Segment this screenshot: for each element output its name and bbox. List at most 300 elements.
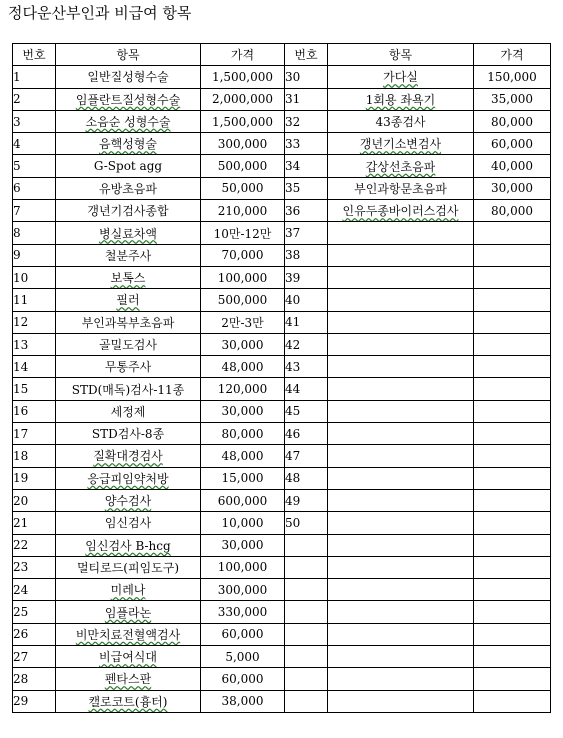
- row-number-right: [285, 556, 328, 578]
- header-item-right: 항목: [328, 44, 474, 66]
- row-number-text: 1: [13, 69, 21, 84]
- item-price-left: [201, 512, 285, 534]
- item-name-text: 일반질성형수술: [87, 70, 169, 85]
- item-name-right: [328, 623, 474, 645]
- row-number-right: [285, 244, 328, 266]
- item-price-right: [474, 646, 551, 668]
- item-name-right: [328, 155, 474, 177]
- item-name-text: STD(매독)검사-11종: [71, 382, 185, 397]
- row-number-text: 3: [13, 114, 21, 129]
- item-price-left: [201, 88, 285, 110]
- item-name-right: [328, 690, 474, 712]
- row-number-text: 45: [285, 404, 301, 419]
- item-price-left: [201, 333, 285, 355]
- item-name-text: 철분주사: [104, 248, 152, 263]
- item-name-text: 골밀도검사: [99, 338, 157, 352]
- item-price-text: 300,000: [217, 582, 268, 597]
- item-name-text: 임신검사 B-hcg: [85, 538, 171, 553]
- item-price-text: 1,500,000: [211, 69, 274, 84]
- item-name-text: 임신검사: [104, 516, 152, 531]
- row-number-left: [13, 200, 56, 222]
- item-price-right: [474, 356, 551, 378]
- item-price-right: [474, 110, 551, 132]
- row-number-left: [13, 668, 56, 690]
- row-number-left: [13, 110, 56, 132]
- row-number-right: [285, 579, 328, 601]
- row-number-right: [285, 668, 328, 690]
- item-price-left: [201, 489, 285, 511]
- row-number-left: [13, 88, 56, 110]
- item-price-text: 35,000: [491, 92, 533, 107]
- item-name-left: [56, 222, 201, 244]
- item-name-right: [328, 445, 474, 467]
- item-price-text: 100,000: [217, 270, 268, 285]
- item-name-text: 멀티로드(피임도구): [76, 560, 180, 575]
- item-name-left: [56, 579, 201, 601]
- row-number-right: [285, 400, 328, 422]
- item-price-right: [474, 601, 551, 623]
- row-number-left: [13, 177, 56, 199]
- row-number-text: 32: [285, 114, 301, 129]
- row-number-text: 31: [285, 92, 301, 107]
- header-price-right: 가격: [474, 44, 551, 66]
- item-name-right: [328, 133, 474, 155]
- row-number-right: [285, 222, 328, 244]
- table-row: [13, 400, 551, 422]
- row-number-left: [13, 222, 56, 244]
- item-price-right: [474, 489, 551, 511]
- item-price-text: 30,000: [491, 181, 533, 196]
- table-row: [13, 88, 551, 110]
- row-number-text: 27: [13, 649, 29, 664]
- row-number-text: 25: [13, 605, 29, 620]
- item-price-left: [201, 467, 285, 489]
- item-price-left: [201, 244, 285, 266]
- row-number-right: [285, 534, 328, 556]
- item-name-left: [56, 467, 201, 489]
- row-number-right: [285, 489, 328, 511]
- item-name-text: STD검사-8종: [91, 427, 165, 442]
- item-price-text: 40,000: [491, 159, 533, 174]
- table-row: [13, 222, 551, 244]
- item-name-right: [328, 88, 474, 110]
- item-name-right: [328, 200, 474, 222]
- item-name-left: [56, 244, 201, 266]
- item-price-right: [474, 266, 551, 288]
- table-row: [13, 556, 551, 578]
- row-number-left: [13, 378, 56, 400]
- table-row: [13, 177, 551, 199]
- row-number-left: [13, 489, 56, 511]
- item-price-text: 15,000: [221, 471, 264, 486]
- row-number-text: 12: [13, 315, 29, 330]
- row-number-left: [13, 623, 56, 645]
- item-name-text: 인유두종바이러스검사: [342, 204, 459, 219]
- table-row: [13, 601, 551, 623]
- row-number-right: [285, 155, 328, 177]
- item-name-text: 비만치료전혈액검사: [75, 627, 181, 642]
- row-number-left: [13, 266, 56, 288]
- row-number-text: 38: [285, 248, 301, 263]
- row-number-left: [13, 155, 56, 177]
- item-price-text: 500,000: [217, 159, 268, 174]
- item-name-right: [328, 579, 474, 601]
- item-price-right: [474, 512, 551, 534]
- item-name-right: [328, 423, 474, 445]
- row-number-left: [13, 311, 56, 333]
- row-number-left: [13, 133, 56, 155]
- item-name-left: [56, 177, 201, 199]
- row-number-left: [13, 289, 56, 311]
- table-row: [13, 311, 551, 333]
- item-price-right: [474, 200, 551, 222]
- table-row: [13, 244, 551, 266]
- price-table: [12, 43, 551, 713]
- item-name-right: [328, 289, 474, 311]
- row-number-text: 37: [285, 226, 301, 241]
- item-name-right: [328, 489, 474, 511]
- row-number-left: [13, 512, 56, 534]
- header-no-right: 번호: [285, 44, 328, 66]
- item-name-text: 음핵성형술: [99, 137, 157, 152]
- table-row: [13, 66, 551, 88]
- item-name-text: 부인과항문초음파: [354, 181, 447, 196]
- row-number-text: 49: [285, 493, 301, 508]
- row-number-right: [285, 266, 328, 288]
- row-number-right: [285, 66, 328, 88]
- item-price-text: 600,000: [217, 493, 268, 508]
- item-price-right: [474, 579, 551, 601]
- row-number-text: 42: [285, 337, 301, 352]
- item-name-text: 세정제: [110, 404, 146, 419]
- item-price-text: 50,000: [221, 181, 264, 196]
- item-name-text: 양수검사: [104, 494, 152, 509]
- item-price-left: [201, 668, 285, 690]
- item-name-left: [56, 266, 201, 288]
- row-number-text: 33: [285, 136, 301, 151]
- item-name-left: [56, 356, 201, 378]
- row-number-text: 2: [13, 92, 21, 107]
- table-row: [13, 356, 551, 378]
- item-name-left: [56, 489, 201, 511]
- item-price-text: 10만-12만: [213, 226, 272, 241]
- item-name-right: [328, 512, 474, 534]
- item-name-right: [328, 556, 474, 578]
- item-name-right: [328, 244, 474, 266]
- row-number-left: [13, 244, 56, 266]
- item-price-left: [201, 646, 285, 668]
- table-row: [13, 155, 551, 177]
- item-name-right: [328, 601, 474, 623]
- item-price-text: 60,000: [221, 627, 264, 642]
- row-number-right: [285, 289, 328, 311]
- table-row: [13, 690, 551, 712]
- item-price-left: [201, 556, 285, 578]
- item-price-left: [201, 133, 285, 155]
- item-name-right: [328, 400, 474, 422]
- item-name-left: [56, 200, 201, 222]
- row-number-text: 39: [285, 270, 301, 285]
- row-number-text: 9: [13, 248, 21, 263]
- row-number-text: 14: [13, 359, 29, 374]
- page-title: 정다운산부인과 비급여 항목: [8, 4, 192, 22]
- item-name-left: [56, 110, 201, 132]
- row-number-text: 13: [13, 337, 29, 352]
- table-row: [13, 646, 551, 668]
- row-number-left: [13, 333, 56, 355]
- item-name-left: [56, 378, 201, 400]
- item-name-text: 갱년기검사종합: [87, 204, 169, 219]
- item-name-text: 펜타스판: [104, 672, 152, 687]
- item-name-right: [328, 668, 474, 690]
- item-name-right: [328, 467, 474, 489]
- item-price-left: [201, 110, 285, 132]
- row-number-text: 20: [13, 493, 29, 508]
- row-number-text: 21: [13, 515, 29, 530]
- table-row: [13, 266, 551, 288]
- item-name-text: 비급여식대: [99, 650, 157, 665]
- item-name-left: [56, 668, 201, 690]
- item-name-text: 가다실: [383, 70, 418, 85]
- item-price-text: 300,000: [217, 136, 268, 151]
- item-price-text: 30,000: [221, 538, 264, 553]
- row-number-text: 28: [13, 671, 29, 686]
- row-number-text: 44: [285, 382, 301, 397]
- item-price-right: [474, 400, 551, 422]
- row-number-left: [13, 400, 56, 422]
- item-price-left: [201, 690, 285, 712]
- row-number-left: [13, 690, 56, 712]
- header-no-left: 번호: [13, 44, 56, 66]
- item-name-text: 응급피임약처방: [87, 471, 169, 486]
- item-name-text: 병실료차액: [99, 226, 157, 241]
- item-price-text: 80,000: [221, 426, 264, 441]
- item-name-left: [56, 400, 201, 422]
- item-name-left: [56, 512, 201, 534]
- item-name-right: [328, 333, 474, 355]
- header-price-left: 가격: [201, 44, 285, 66]
- item-name-left: [56, 66, 201, 88]
- item-name-text: 1회용 좌욕기: [365, 92, 436, 107]
- header-item-left: 항목: [56, 44, 201, 66]
- item-name-left: [56, 646, 201, 668]
- item-name-left: [56, 534, 201, 556]
- item-price-left: [201, 200, 285, 222]
- item-price-text: 150,000: [487, 69, 537, 84]
- row-number-text: 11: [13, 292, 29, 307]
- table-row: [13, 289, 551, 311]
- item-name-text: 부인과복부초음파: [81, 315, 175, 330]
- table-row: [13, 512, 551, 534]
- row-number-text: 26: [13, 627, 29, 642]
- item-price-text: 1,500,000: [211, 114, 274, 129]
- row-number-text: 10: [13, 270, 29, 285]
- item-price-left: [201, 289, 285, 311]
- item-price-right: [474, 534, 551, 556]
- item-price-text: 2만-3만: [221, 315, 264, 330]
- item-price-left: [201, 311, 285, 333]
- row-number-right: [285, 445, 328, 467]
- row-number-text: 43: [285, 359, 301, 374]
- row-number-left: [13, 646, 56, 668]
- item-price-right: [474, 66, 551, 88]
- item-price-right: [474, 244, 551, 266]
- table-body: [13, 66, 551, 713]
- row-number-text: 17: [13, 426, 29, 441]
- table-row: [13, 378, 551, 400]
- row-number-text: 40: [285, 292, 301, 307]
- item-price-right: [474, 690, 551, 712]
- row-number-text: 47: [285, 448, 301, 463]
- table-row: [13, 423, 551, 445]
- row-number-right: [285, 512, 328, 534]
- item-name-right: [328, 177, 474, 199]
- item-name-right: [328, 646, 474, 668]
- row-number-left: [13, 66, 56, 88]
- row-number-right: [285, 110, 328, 132]
- item-name-left: [56, 601, 201, 623]
- item-name-left: [56, 133, 201, 155]
- item-price-right: [474, 177, 551, 199]
- table-row: [13, 579, 551, 601]
- row-number-text: 29: [13, 694, 29, 709]
- item-name-text: G-Spot agg: [93, 159, 163, 174]
- row-number-right: [285, 690, 328, 712]
- row-number-right: [285, 646, 328, 668]
- item-price-text: 60,000: [491, 136, 533, 151]
- table-row: [13, 133, 551, 155]
- item-name-text: 보톡스: [110, 271, 146, 286]
- item-price-right: [474, 668, 551, 690]
- row-number-right: [285, 356, 328, 378]
- row-number-text: 6: [13, 181, 21, 196]
- item-name-left: [56, 311, 201, 333]
- item-name-left: [56, 88, 201, 110]
- item-name-text: 임플라논: [104, 605, 152, 620]
- row-number-left: [13, 556, 56, 578]
- row-number-right: [285, 88, 328, 110]
- item-price-left: [201, 177, 285, 199]
- item-price-left: [201, 623, 285, 645]
- item-price-text: 30,000: [221, 337, 264, 352]
- item-price-text: 120,000: [217, 382, 268, 397]
- item-name-left: [56, 155, 201, 177]
- item-price-left: [201, 400, 285, 422]
- row-number-left: [13, 445, 56, 467]
- row-number-text: 24: [13, 582, 29, 597]
- row-number-left: [13, 423, 56, 445]
- table-row: [13, 200, 551, 222]
- row-number-left: [13, 534, 56, 556]
- item-name-text: 임플란트질성형수술: [75, 92, 181, 107]
- row-number-left: [13, 356, 56, 378]
- item-price-right: [474, 623, 551, 645]
- item-name-left: [56, 423, 201, 445]
- row-number-right: [285, 378, 328, 400]
- item-price-right: [474, 556, 551, 578]
- item-price-text: 80,000: [491, 203, 533, 218]
- row-number-text: 4: [13, 136, 21, 151]
- row-number-text: 18: [13, 448, 29, 463]
- item-name-text: 캘로코트(흉터): [88, 694, 168, 709]
- row-number-text: 30: [285, 69, 301, 84]
- item-name-text: 미레나: [110, 583, 146, 598]
- table-row: [13, 489, 551, 511]
- row-number-left: [13, 601, 56, 623]
- item-price-right: [474, 378, 551, 400]
- row-number-text: 50: [285, 515, 301, 530]
- item-name-right: [328, 266, 474, 288]
- table-row: [13, 110, 551, 132]
- row-number-text: 16: [13, 404, 29, 419]
- row-number-right: [285, 311, 328, 333]
- item-price-left: [201, 423, 285, 445]
- table-row: [13, 333, 551, 355]
- item-price-text: 70,000: [221, 248, 264, 263]
- row-number-left: [13, 467, 56, 489]
- row-number-right: [285, 601, 328, 623]
- item-price-right: [474, 133, 551, 155]
- row-number-text: 46: [285, 426, 301, 441]
- row-number-text: 5: [13, 159, 21, 174]
- item-name-text: 무통주사: [104, 360, 152, 375]
- item-price-right: [474, 467, 551, 489]
- row-number-text: 23: [13, 560, 29, 575]
- item-name-left: [56, 623, 201, 645]
- row-number-right: [285, 333, 328, 355]
- row-number-text: 34: [285, 159, 301, 174]
- item-price-text: 100,000: [217, 560, 268, 575]
- row-number-text: 36: [285, 203, 301, 218]
- item-name-right: [328, 534, 474, 556]
- item-price-text: 38,000: [221, 694, 264, 709]
- item-price-left: [201, 601, 285, 623]
- item-price-left: [201, 66, 285, 88]
- row-number-right: [285, 177, 328, 199]
- item-name-text: 43종검사: [375, 115, 426, 130]
- item-price-text: 48,000: [221, 448, 264, 463]
- item-name-text: 유방초음파: [99, 181, 157, 196]
- item-name-left: [56, 445, 201, 467]
- item-price-text: 2,000,000: [211, 92, 274, 107]
- header-row: [13, 44, 551, 66]
- item-price-right: [474, 333, 551, 355]
- item-name-text: 필러: [116, 293, 140, 308]
- item-price-left: [201, 579, 285, 601]
- item-price-left: [201, 534, 285, 556]
- table-row: [13, 445, 551, 467]
- item-name-right: [328, 378, 474, 400]
- item-price-right: [474, 222, 551, 244]
- item-price-text: 330,000: [217, 605, 268, 620]
- item-price-left: [201, 378, 285, 400]
- item-price-text: 30,000: [221, 404, 264, 419]
- item-price-text: 5,000: [225, 649, 260, 664]
- row-number-text: 15: [13, 382, 29, 397]
- item-price-text: 500,000: [217, 292, 268, 307]
- item-price-right: [474, 445, 551, 467]
- item-name-right: [328, 222, 474, 244]
- row-number-right: [285, 423, 328, 445]
- item-price-text: 80,000: [491, 114, 533, 129]
- item-price-left: [201, 266, 285, 288]
- row-number-text: 7: [13, 203, 21, 218]
- row-number-text: 35: [285, 181, 301, 196]
- item-price-text: 60,000: [221, 671, 264, 686]
- item-name-left: [56, 333, 201, 355]
- item-name-text: 갱년기소변검사: [359, 137, 442, 152]
- row-number-text: 41: [285, 315, 301, 330]
